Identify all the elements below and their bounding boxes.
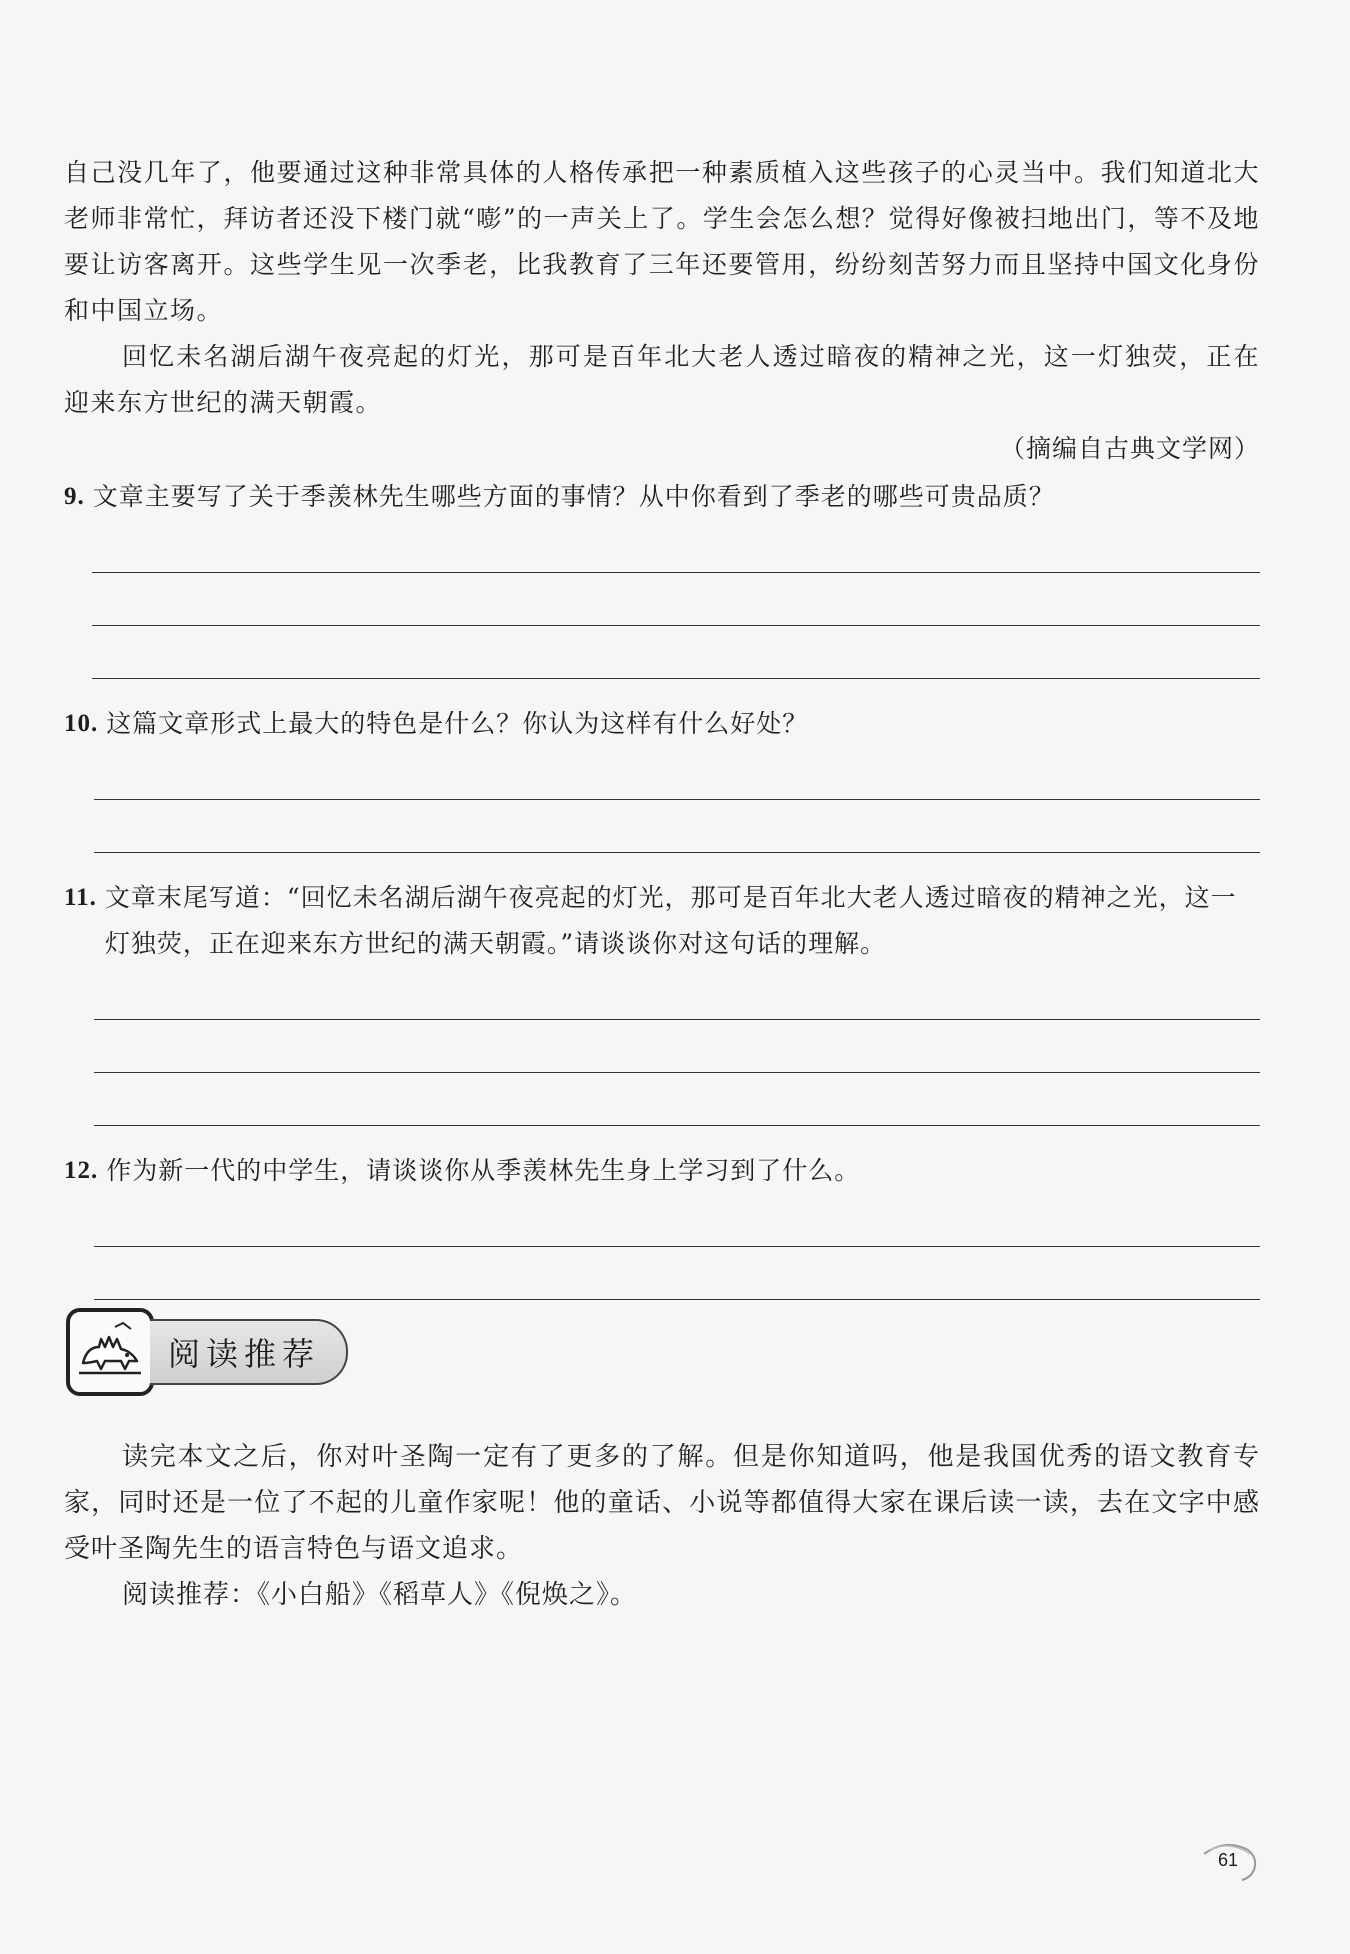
recommendation-list: 阅读推荐：《小白船》《稻草人》《倪焕之》。 bbox=[122, 1580, 638, 1610]
answer-line[interactable] bbox=[92, 520, 1260, 573]
question-12 bbox=[64, 1148, 1260, 1300]
answer-line[interactable] bbox=[94, 1247, 1260, 1300]
question-9 bbox=[64, 474, 1260, 679]
question-text: 文章主要写了关于季羡林先生哪些方面的事情？从中你看到了季老的哪些可贵品质？ bbox=[92, 482, 1055, 511]
question-number: 10. bbox=[64, 710, 99, 737]
question-text: 作为新一代的中学生，请谈谈你从季羡林先生身上学习到了什么。 bbox=[106, 1156, 861, 1185]
reading-passage bbox=[64, 150, 1260, 472]
recommendation-text bbox=[64, 1434, 1260, 1618]
passage-source: （摘编自古典文学网） bbox=[999, 434, 1260, 463]
question-text: 这篇文章形式上最大的特色是什么？你认为这样有什么好处？ bbox=[106, 709, 809, 738]
question-11 bbox=[64, 875, 1260, 1126]
answer-line[interactable] bbox=[94, 747, 1260, 800]
question-number: 11. bbox=[64, 884, 97, 911]
page-number-text: 61 bbox=[1217, 1849, 1239, 1870]
answer-line[interactable] bbox=[92, 573, 1260, 626]
answer-line[interactable] bbox=[94, 967, 1260, 1020]
answer-line[interactable] bbox=[94, 800, 1260, 853]
dinosaur-icon bbox=[66, 1308, 154, 1396]
answer-line[interactable] bbox=[94, 1194, 1260, 1247]
section-title: 阅读推荐 bbox=[150, 1319, 348, 1385]
reading-recommendation-header bbox=[66, 1306, 348, 1398]
passage-paragraph-1: 自己没几年了，他要通过这种非常具体的人格传承把一种素质植入这些孩子的心灵当中。我们知道北大老师非常忙，拜访者还没下楼门就“嘭”的一声关上了。学生会怎么想？觉得好像被扫地出门，等不及地要让访客离开。这些学生见一次季老，比我教育了三年还要管用，纷纷刻苦努力而且坚持中国文化身份和中国立场。 bbox=[64, 158, 1260, 325]
main-content bbox=[64, 150, 1260, 1322]
answer-line[interactable] bbox=[94, 1073, 1260, 1126]
passage-paragraph-2: 回忆未名湖后湖午夜亮起的灯光，那可是百年北大老人透过暗夜的精神之光，这一灯独荧，正在迎来东方世纪的满天朝霞。 bbox=[64, 342, 1260, 417]
recommendation-paragraph: 读完本文之后，你对叶圣陶一定有了更多的了解。但是你知道吗，他是我国优秀的语文教育专家，同时还是一位了不起的儿童作家呢！他的童话、小说等都值得大家在课后读一读，去在文字中感受叶圣陶先生的语言特色与语文追求。 bbox=[64, 1442, 1260, 1564]
question-number: 9. bbox=[64, 483, 85, 510]
page-number bbox=[1196, 1836, 1260, 1884]
answer-line[interactable] bbox=[94, 1020, 1260, 1073]
question-10 bbox=[64, 701, 1260, 853]
question-number: 12. bbox=[64, 1157, 99, 1184]
answer-line[interactable] bbox=[92, 626, 1260, 679]
question-text: 文章末尾写道：“回忆未名湖后湖午夜亮起的灯光，那可是百年北大老人透过暗夜的精神之光，这一灯独荧，正在迎来东方世纪的满天朝霞。”请谈谈你对这句话的理解。 bbox=[104, 883, 1237, 958]
